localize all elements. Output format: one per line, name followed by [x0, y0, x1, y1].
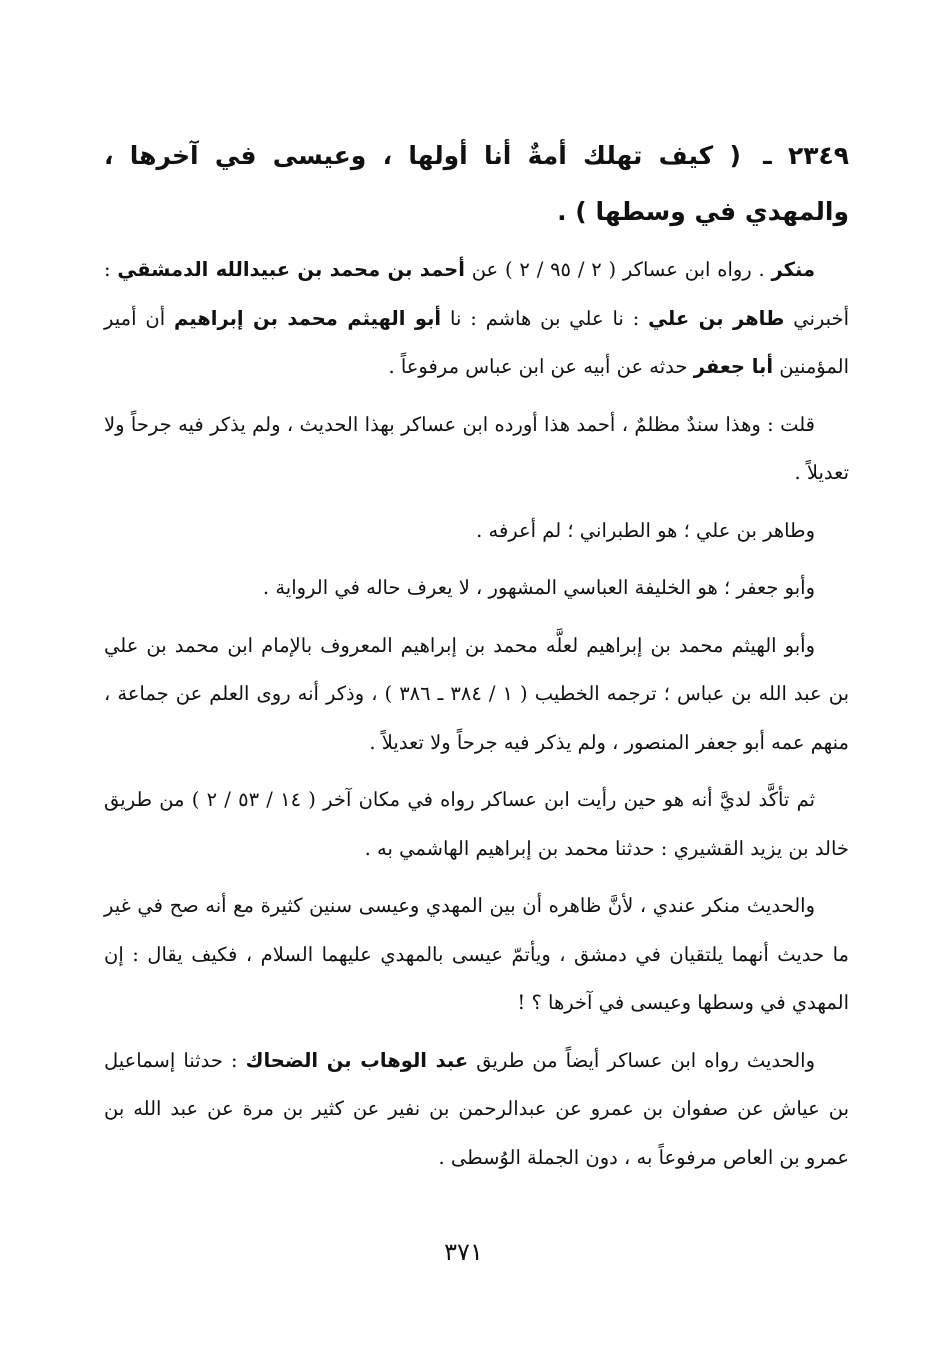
- narrator-name: أبو الهيثم محمد بن إبراهيم: [174, 306, 442, 330]
- narrator-name: أحمد بن محمد بن عبيدالله الدمشقي: [117, 258, 465, 281]
- paragraph-abu-al-haytham: وأبو الهيثم محمد بن إبراهيم لعلَّه محمد بن إبراهيم المعروف بالإمام ابن محمد بن علي بن عبد الله بن عباس ؛ ترجمه الخطيب ( ١ / ٣٨٤ ـ ٣٨٦ ) ، وذكر أنه روى العلم عن جماعة ، منهم عمه أبو جعفر المنصور ، ولم يذكر فيه جرحاً ولا تعديلاً .: [104, 633, 849, 754]
- text-span: حدثه عن أبيه عن ابن عباس مرفوعاً .: [388, 355, 688, 378]
- text-span: : نا علي بن هاشم : نا: [450, 306, 640, 330]
- page-content: [104, 128, 849, 1191]
- narrator-name: طاهر بن علي: [648, 306, 785, 330]
- text-span: والحديث رواه ابن عساكر أيضاً من طريق: [476, 1048, 815, 1072]
- narrator-name: عبد الوهاب بن الضحاك: [245, 1048, 469, 1072]
- hadith-heading: [104, 128, 849, 240]
- page-number: ٣٧١: [444, 1238, 483, 1266]
- paragraph-grading: [104, 246, 849, 392]
- paragraph-verdict: والحديث منكر عندي ، لأنَّ ظاهره أن بين المهدي وعيسى سنين كثيرة مع أنه صح في غير ما حديث أنهما يلتقيان في دمشق ، ويأتمّ عيسى بالمهدي عليهما السلام ، فكيف يقال : إن المهدي في وسطها وعيسى في آخرها ؟ !: [104, 894, 849, 1014]
- narrator-name: أبا جعفر: [693, 355, 774, 378]
- paragraph-commentary: قلت : وهذا سندٌ مظلمٌ ، أحمد هذا أورده ابن عساكر بهذا الحديث ، ولم يذكر فيه جرحاً ولا تعديلاً .: [104, 412, 849, 484]
- paragraph-tahir: وطاهر بن علي ؛ هو الطبراني ؛ لم أعرفه .: [476, 518, 815, 542]
- hadith-number: ٢٣٤٩ ـ: [763, 141, 849, 170]
- text-span: . رواه ابن عساكر ( ٢ / ٩٥ / ٢ ) عن: [471, 258, 765, 281]
- paragraph-abu-jafar: وأبو جعفر ؛ هو الخليفة العباسي المشهور ، لا يعرف حاله في الرواية .: [262, 576, 815, 599]
- text-span: : حدثنا إسماعيل بن عياش عن صفوان بن عمرو عن عبدالرحمن بن نفير عن كثير بن مرة عن عبد الله بن عمرو بن العاص مرفوعاً به ، دون الجملة الوُسطى .: [104, 1048, 849, 1169]
- paragraph-confirmation: ثم تأكَّد لديَّ أنه هو حين رأيت ابن عساكر رواه في مكان آخر ( ١٤ / ٥٣ / ٢ ) من طريق خالد بن يزيد القشيري : حدثنا محمد بن إبراهيم الهاشمي به .: [104, 788, 849, 860]
- grading-word: منكر: [771, 258, 816, 281]
- paragraph-other-chain: [104, 1037, 849, 1183]
- text-span: أن أمير المؤمنين: [104, 306, 849, 378]
- hadith-text: ( كيف تهلك أمةٌ أنا أولها ، وعيسى في آخرها ، والمهدي في وسطها ) .: [104, 141, 849, 226]
- text-span: : أخبرني: [104, 258, 849, 330]
